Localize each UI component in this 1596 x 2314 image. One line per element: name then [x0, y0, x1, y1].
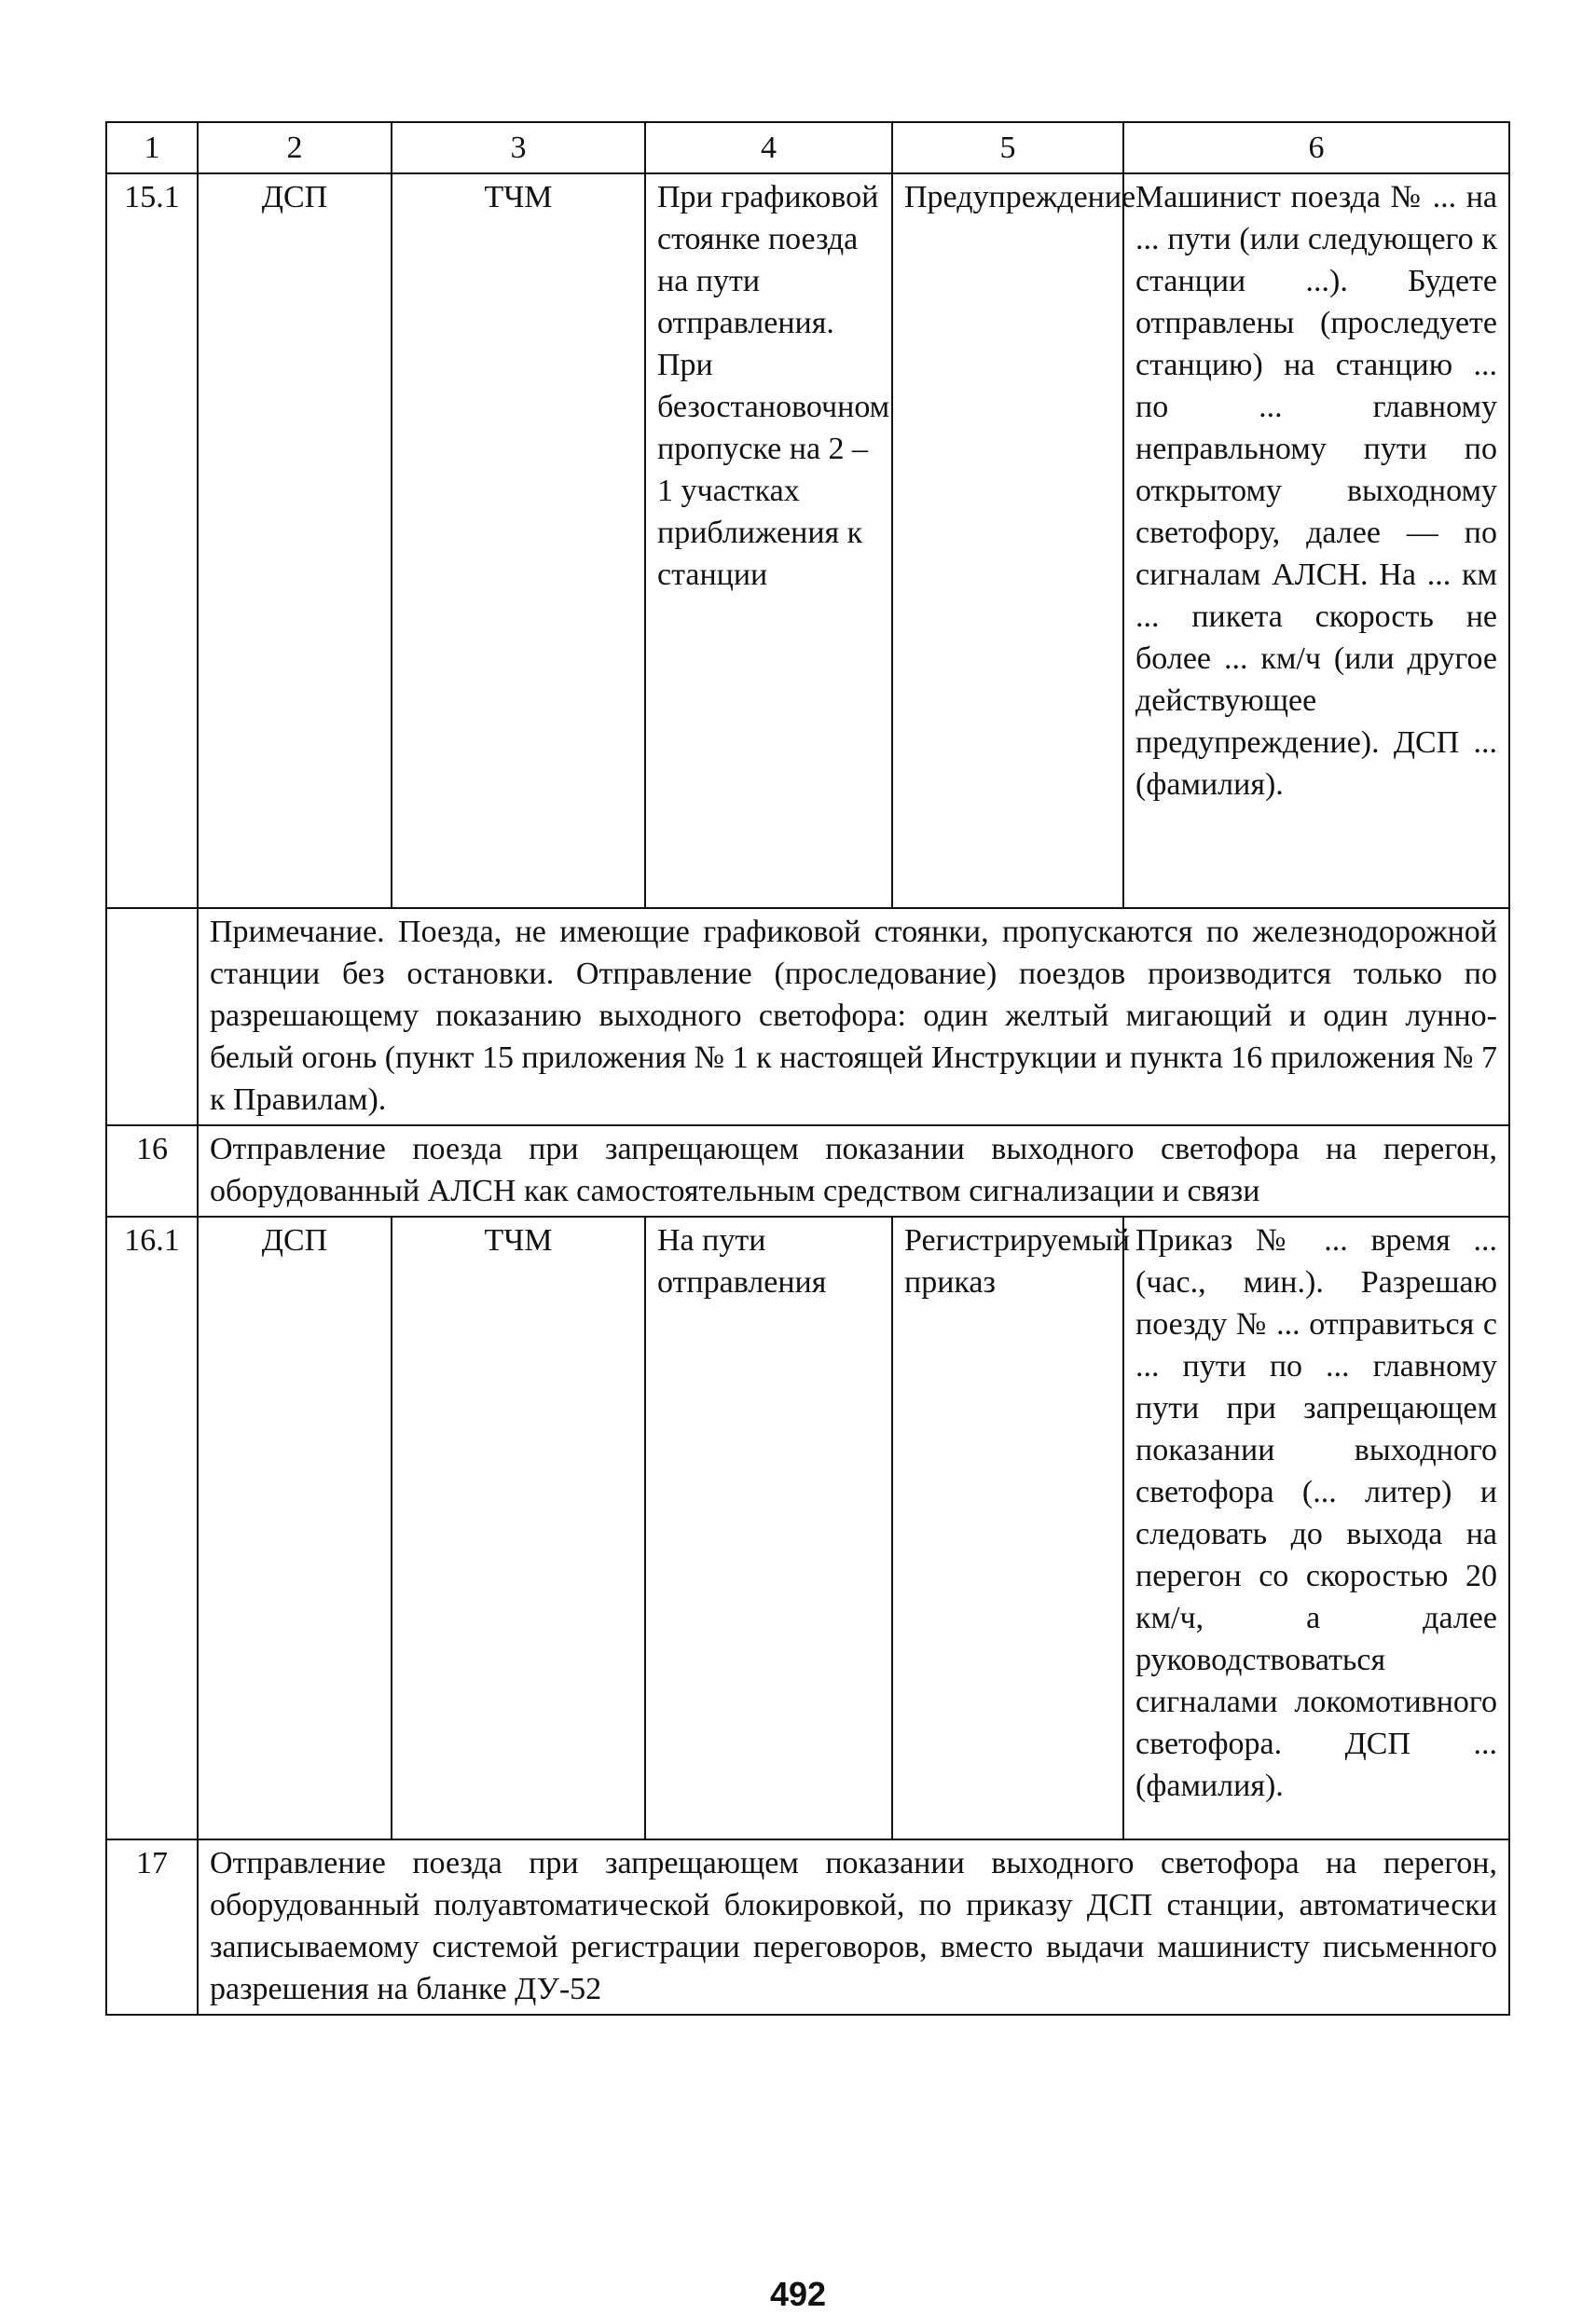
message-type-cell: Предупреждение — [892, 173, 1123, 908]
message-type-cell: Регистрируемый приказ — [892, 1217, 1123, 1839]
header-col-4: 4 — [645, 122, 892, 173]
table-row-17 — [106, 1839, 1509, 2015]
header-col-6: 6 — [1123, 122, 1509, 173]
sender-cell: ДСП — [198, 173, 392, 908]
page-number: 492 — [769, 2275, 827, 2313]
row-number: 17 — [106, 1839, 198, 2015]
sender-cell: ДСП — [198, 1217, 392, 1839]
empty-number-cell — [106, 908, 198, 1125]
header-col-3: 3 — [392, 122, 645, 173]
header-col-5: 5 — [892, 122, 1123, 173]
table-row-16 — [106, 1125, 1509, 1217]
header-col-1: 1 — [106, 122, 198, 173]
message-text-cell: Машинист поезда № ... на ... пути (или следующего к станции ...). Будете отправлены (проследуете станцию) на станцию ... по ... главному неправльному пути по открытому выходному светофору, далее — по сигналам АЛСН. На ... км ... пикета скорость не более ... км/ч (или другое действующее предупреждение). ДСП ... (фамилия). — [1123, 173, 1509, 908]
instruction-table — [105, 121, 1510, 2016]
section-heading: Отправление поезда при запрещающем показании выходного светофора на перегон, оборудованный полуавтоматической блокировкой, по приказу ДСП станции, автоматически записываемому системой регистрации переговоров, вместо выдачи машинисту письменного разрешения на бланке ДУ-52 — [198, 1839, 1509, 2015]
condition-cell: При графиковой стоянке поезда на пути отправления. При безостановочном пропуске на 2 – 1 участках приближения к станции — [645, 173, 892, 908]
section-heading: Отправление поезда при запрещающем показании выходного светофора на перегон, оборудованный АЛСН как самостоятельным средством сигнализации и связи — [198, 1125, 1509, 1217]
row-number: 16 — [106, 1125, 198, 1217]
note-row — [106, 908, 1509, 1125]
condition-cell: На пути отправления — [645, 1217, 892, 1839]
row-number: 15.1 — [106, 173, 198, 908]
recipient-cell: ТЧМ — [392, 173, 645, 908]
recipient-cell: ТЧМ — [392, 1217, 645, 1839]
note-text: Примечание. Поезда, не имеющие графиковой стоянки, пропускаются по железнодорожной станции без остановки. Отправление (проследование) поездов производится только по разрешающему показанию выходного светофора: один желтый мигающий и один лунно-белый огонь (пункт 15 приложения № 1 к настоящей Инструкции и пункта 16 приложения № 7 к Правилам). — [198, 908, 1509, 1125]
message-text-cell: Приказ № ... время ... (час., мин.). Разрешаю поезду № ... отправиться с ... пути по ... главному пути при запрещающем показании выходного светофора (... литер) и следовать до выхода на перегон со скоростью 20 км/ч, а далее руководствоваться сигналами локомотивного светофора. ДСП ... (фамилия). — [1123, 1217, 1509, 1839]
header-col-2: 2 — [198, 122, 392, 173]
row-number: 16.1 — [106, 1217, 198, 1839]
header-row — [106, 122, 1509, 173]
table-row-15-1 — [106, 173, 1509, 908]
table-row-16-1 — [106, 1217, 1509, 1839]
